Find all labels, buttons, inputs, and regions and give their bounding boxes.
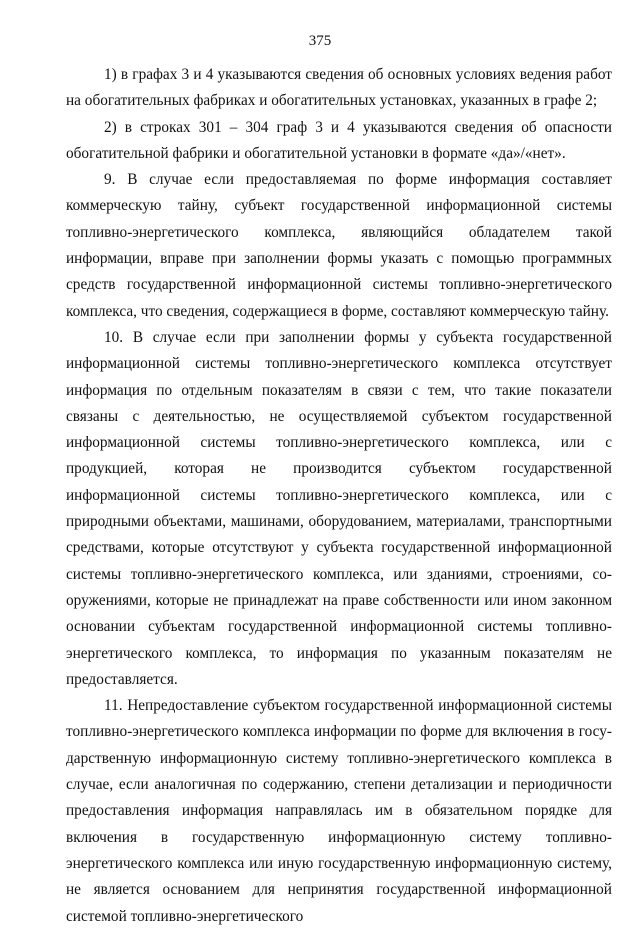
paragraph-item-1: 1) в графах 3 и 4 указываются сведения об основных условиях ведения работ на обогатительных фабриках и обогатительных установках, указанных в графе 2; xyxy=(66,66,612,110)
page-number: 375 xyxy=(308,33,332,49)
document-body xyxy=(66,62,612,930)
paragraph-section-9: 9. В случае если предоставляемая по форме информация составляет коммерческую тайну, субъект государственной информационной системы топливно-энергетического комплекса, являющийся обладателем такой информации, вправе при заполнении формы указать с помощью программных средств государственной информационной системы топливно-энергетического комплекса, что сведения, содержащиеся в форме, составляют коммерческую тайну. xyxy=(66,171,612,320)
paragraph-item-2: 2) в строках 301 – 304 граф 3 и 4 указываются сведения об опасности обогатительной фабрики и обогатительной установки в формате «да»/«нет». xyxy=(66,118,612,162)
paragraph-section-11: 11. Непредоставление субъектом государственной информационной системы топливно-энергетического комплекса информации по форме для включения в государственную информационную систему топливно-энергетического комплекса в случае, если аналогичная по содержанию, степени детализации и периодичности предоставления информация направлялась им в обязательном порядке для включения в государственную информационную систему топливно-энергетического комплекса или иную государственную информационную систему, не является основанием для непринятия государственной информационной системой топливно-энергетического xyxy=(66,697,612,925)
paragraph-section-10: 10. В случае если при заполнении формы у субъекта государственной информационной системы топливно-энергетического комплекса отсутствует информация по отдельным показателям в связи с тем, что такие показатели связаны с деятельностью, не осуществляемой субъектом государственной информационной системы топливно-энергетического комплекса, или с продукцией, которая не производится субъектом государственной информационной системы топливно-энергетического комплекса, или с природными объектами, машинами, оборудованием, материалами, транспортными средствами, которые отсутствуют у субъекта государственной информационной системы топливно-энергетического комплекса, или зданиями, строениями, сооружениями, которые не принадлежат на праве собственности или ином законном основании субъектам государственной информационной системы топливно-энергетического комплекса, то информация по указанным показателям не предоставляется. xyxy=(66,328,612,688)
